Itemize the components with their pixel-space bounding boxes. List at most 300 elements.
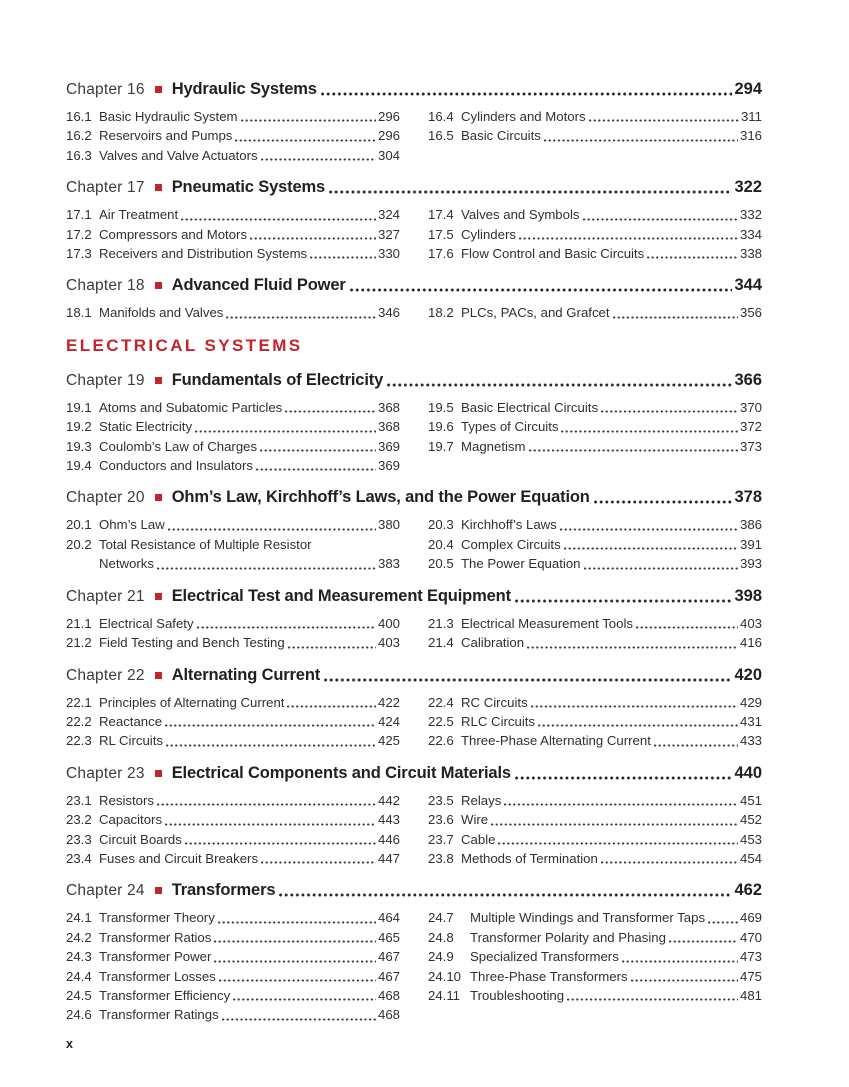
section-number: 22.6: [428, 733, 454, 749]
section-page-number: 370: [739, 399, 762, 415]
section-page-number: 475: [739, 968, 762, 984]
toc-entry: [66, 986, 400, 1005]
chapter-block: [66, 488, 762, 573]
section-title: PLCs, PACs, and Grafcet: [461, 305, 610, 321]
section-page-number: 368: [377, 419, 400, 435]
section-title: Basic Hydraulic System: [99, 109, 238, 124]
section-number: 19.2: [66, 419, 92, 435]
chapter-heading: [66, 276, 762, 295]
section-title: Receivers and Distribution Systems: [99, 246, 308, 262]
section-page-number: 391: [739, 536, 762, 552]
dot-leader: [350, 288, 733, 292]
chapter-sections: [66, 693, 762, 751]
sections-column-right: [428, 398, 762, 476]
dot-leader: [185, 842, 376, 845]
section-page-number: 346: [377, 305, 400, 321]
section-title: Circuit Boards: [99, 831, 182, 847]
section-number: 17.2: [66, 226, 92, 242]
chapter-title: Advanced Fluid Power: [171, 276, 346, 295]
toc-entry: [66, 126, 400, 145]
toc-entry: [66, 928, 400, 947]
toc-entry: [428, 947, 762, 966]
dot-leader: [261, 861, 376, 864]
section-number: 21.1: [66, 615, 92, 631]
sections-column-left: [66, 908, 400, 1024]
section-title: Multiple Windings and Transformer Taps: [470, 910, 706, 926]
sections-column-right: [428, 303, 762, 322]
section-number: 23.5: [428, 792, 454, 808]
chapter-sections: [66, 791, 762, 869]
section-page-number: 330: [377, 246, 400, 262]
section-title: RLC Circuits: [461, 713, 536, 729]
section-title: Basic Electrical Circuits: [461, 399, 599, 415]
section-title: Cable: [461, 831, 496, 847]
section-title: Transformer Efficiency: [99, 987, 231, 1003]
toc-entry: [428, 398, 762, 417]
section-number: 21.4: [428, 635, 454, 651]
dot-leader: [197, 626, 376, 629]
section-page-number: 464: [377, 910, 400, 926]
sections-column-left: [66, 398, 400, 476]
chapter-label: Chapter 16: [66, 81, 145, 98]
section-number: 24.4: [66, 968, 92, 984]
sections-column-right: [428, 614, 762, 653]
dot-leader: [631, 979, 738, 982]
section-number: 23.2: [66, 812, 92, 828]
toc-entry: [428, 515, 762, 534]
chapter-sections: [66, 398, 762, 476]
section-page-number: 400: [377, 615, 400, 631]
section-page-number: 468: [377, 1007, 400, 1023]
section-number: 24.9: [428, 949, 454, 965]
chapter-heading: [66, 488, 762, 507]
dot-leader: [589, 119, 739, 122]
section-page-number: 311: [740, 109, 762, 124]
sections-column-left: [66, 515, 400, 573]
dot-leader: [214, 960, 376, 963]
dot-leader: [181, 218, 376, 221]
section-title: Transformer Losses: [99, 968, 216, 984]
toc-entry: [428, 693, 762, 712]
toc-entry: [66, 810, 400, 829]
dot-leader: [527, 646, 738, 649]
toc-entry: [66, 146, 400, 165]
section-title: Valves and Symbols: [461, 207, 580, 223]
section-number: 20.5: [428, 556, 454, 572]
section-number: 20.1: [66, 517, 92, 533]
section-page-number: 356: [739, 305, 762, 321]
section-number: 20.2: [66, 536, 92, 552]
section-number: 17.1: [66, 207, 92, 223]
chapter-block: [66, 178, 762, 263]
section-number: 19.1: [66, 399, 92, 415]
section-title: Transformer Ratios: [99, 929, 212, 945]
section-number: 22.4: [428, 694, 454, 710]
toc-entry: [66, 712, 400, 731]
section-title: The Power Equation: [461, 556, 581, 572]
toc-entry: [66, 417, 400, 436]
section-number: 24.3: [66, 949, 92, 965]
chapter-title: Fundamentals of Electricity: [171, 370, 384, 389]
dot-leader: [241, 119, 376, 122]
dot-leader: [560, 528, 738, 531]
section-number: 19.5: [428, 399, 454, 415]
dot-leader: [567, 998, 738, 1001]
dot-leader: [498, 842, 738, 845]
chapter-block: [66, 587, 762, 653]
sections-column-right: [428, 107, 762, 165]
square-bullet-icon: [155, 184, 162, 191]
section-page-number: 465: [377, 929, 400, 945]
dot-leader: [669, 940, 738, 943]
section-page-number: 393: [739, 556, 762, 572]
chapter-title: Pneumatic Systems: [171, 178, 326, 197]
section-page-number: 369: [377, 458, 400, 474]
chapter-heading: [66, 80, 762, 99]
chapter-block: [66, 276, 762, 322]
section-number: 20.3: [428, 517, 454, 533]
dot-leader: [564, 547, 738, 550]
toc-entry: [428, 303, 762, 322]
toc-entry: [428, 633, 762, 652]
section-title: Three-Phase Alternating Current: [461, 733, 651, 749]
section-number: 23.6: [428, 812, 454, 828]
section-number: 18.1: [66, 305, 92, 321]
section-page-number: 373: [739, 438, 762, 454]
section-title-continued: Networks: [99, 556, 154, 572]
section-title: Specialized Transformers: [470, 949, 619, 965]
section-page-number: 467: [377, 949, 400, 965]
section-number: 17.4: [428, 207, 454, 223]
section-number: 23.4: [66, 850, 92, 866]
section-title: Types of Circuits: [461, 419, 559, 435]
toc-entry: [66, 437, 400, 456]
section-title: Reactance: [99, 713, 163, 729]
chapter-page-number: 420: [734, 665, 762, 684]
chapter-heading: [66, 587, 762, 606]
section-page-number: 372: [739, 419, 762, 435]
toc-entry: [428, 731, 762, 750]
page-footer-number: x: [66, 1037, 73, 1051]
chapter-title: Transformers: [171, 881, 276, 900]
toc-entry: [66, 908, 400, 927]
section-page-number: 316: [739, 128, 762, 144]
section-page-number: 424: [377, 713, 400, 729]
toc-entry: [66, 614, 400, 633]
square-bullet-icon: [155, 887, 162, 894]
section-number: 24.10: [428, 968, 462, 984]
toc-entry: [66, 107, 400, 126]
chapter-label: Chapter 17: [66, 179, 145, 197]
square-bullet-icon: [155, 377, 162, 384]
dot-leader: [583, 218, 738, 221]
dot-leader: [531, 705, 738, 708]
dot-leader: [226, 316, 376, 319]
section-title: Valves and Valve Actuators: [99, 147, 258, 163]
section-page-number: 452: [739, 812, 762, 828]
section-title: Conductors and Insulators: [99, 458, 253, 474]
dot-leader: [504, 803, 738, 806]
section-page-number: 334: [739, 226, 762, 242]
toc-entry: [66, 830, 400, 849]
toc-entry: [428, 126, 762, 145]
toc-entry: [66, 398, 400, 417]
section-page-number: 380: [377, 517, 400, 533]
toc-entry: [428, 614, 762, 633]
dot-leader: [285, 410, 376, 413]
chapter-page-number: 294: [734, 80, 762, 98]
section-number: 24.5: [66, 987, 92, 1003]
section-number: 16.4: [428, 109, 454, 124]
toc-entry: [428, 849, 762, 868]
chapter-sections: [66, 614, 762, 653]
section-title: Calibration: [461, 635, 525, 651]
square-bullet-icon: [155, 770, 162, 777]
section-number: 19.6: [428, 419, 454, 435]
section-number: 24.1: [66, 910, 92, 926]
sections-column-right: [428, 791, 762, 869]
section-number: 24.6: [66, 1007, 92, 1023]
section-page-number: 446: [377, 831, 400, 847]
toc-entry: [428, 417, 762, 436]
dot-leader: [636, 626, 738, 629]
toc-entry: [66, 731, 400, 750]
dot-leader: [250, 237, 376, 240]
dot-leader: [165, 823, 376, 826]
chapter-block: [66, 371, 762, 476]
dot-leader: [544, 139, 738, 142]
section-title: Magnetism: [461, 438, 526, 454]
toc-entry: [66, 633, 400, 652]
toc-entry: [66, 947, 400, 966]
section-page-number: 403: [739, 615, 762, 631]
section-page-number: 369: [377, 438, 400, 454]
section-title: Flow Control and Basic Circuits: [461, 246, 645, 262]
section-number: 16.1: [66, 109, 92, 124]
section-title: Three-Phase Transformers: [470, 968, 628, 984]
square-bullet-icon: [155, 282, 162, 289]
sections-column-right: [428, 515, 762, 573]
section-number: 20.4: [428, 536, 454, 552]
section-title: Ohm’s Law: [99, 517, 165, 533]
dot-leader: [622, 960, 738, 963]
section-page-number: 296: [377, 109, 400, 124]
section-title: Reservoirs and Pumps: [99, 128, 233, 144]
section-title: Air Treatment: [99, 207, 179, 223]
section-title: Electrical Safety: [99, 615, 194, 631]
section-page-number: 431: [739, 713, 762, 729]
sections-column-left: [66, 303, 400, 322]
section-number: 24.8: [428, 929, 454, 945]
chapter-heading: [66, 178, 762, 197]
section-page-number: 304: [377, 147, 400, 163]
dot-leader: [260, 449, 376, 452]
section-title: Cylinders and Motors: [461, 109, 586, 124]
toc-entry: [428, 535, 762, 554]
section-page-number: 468: [377, 987, 400, 1003]
sections-column-left: [66, 107, 400, 165]
section-number: 22.5: [428, 713, 454, 729]
section-number: 19.7: [428, 438, 454, 454]
section-page-number: 368: [377, 399, 400, 415]
toc-entry: [66, 967, 400, 986]
square-bullet-icon: [155, 494, 162, 501]
section-title: Wire: [461, 812, 489, 828]
dot-leader: [235, 139, 376, 142]
dot-leader: [261, 158, 376, 161]
dot-leader: [166, 744, 376, 747]
dot-leader: [310, 256, 376, 259]
dot-leader: [561, 430, 738, 433]
sections-column-right: [428, 205, 762, 263]
section-page-number: 425: [377, 733, 400, 749]
section-number: 24.11: [428, 987, 461, 1003]
dot-leader: [613, 316, 738, 319]
toc-entry: [428, 908, 762, 927]
sections-column-right: [428, 693, 762, 751]
toc-entry: [66, 225, 400, 244]
section-number: 17.3: [66, 246, 92, 262]
section-title: Capacitors: [99, 812, 163, 828]
chapter-sections: [66, 303, 762, 322]
chapter-page-number: 378: [734, 488, 762, 507]
dot-leader: [195, 430, 376, 433]
section-title: Methods of Termination: [461, 850, 598, 866]
chapter-page-number: 440: [734, 763, 762, 782]
section-title: Complex Circuits: [461, 536, 561, 552]
part-heading: ELECTRICAL SYSTEMS: [66, 335, 303, 355]
section-page-number: 383: [377, 556, 400, 572]
section-page-number: 453: [739, 831, 762, 847]
section-page-number: 443: [377, 812, 400, 828]
section-number: 16.5: [428, 128, 454, 144]
section-number: 19.3: [66, 438, 92, 454]
section-page-number: 338: [739, 246, 762, 262]
sections-column-left: [66, 791, 400, 869]
section-title: Coulomb’s Law of Charges: [99, 438, 258, 454]
section-number: 23.7: [428, 831, 454, 847]
section-title: Compressors and Motors: [99, 226, 248, 242]
section-title: Atoms and Subatomic Particles: [99, 399, 283, 415]
dot-leader: [538, 724, 738, 727]
dot-leader: [329, 190, 732, 194]
dot-leader: [256, 468, 376, 471]
section-page-number: 433: [739, 733, 762, 749]
toc-entry: [428, 225, 762, 244]
dot-leader: [287, 705, 376, 708]
chapter-label: Chapter 18: [66, 277, 145, 295]
section-title: Transformer Theory: [99, 910, 215, 926]
toc-entry: [428, 437, 762, 456]
section-number: 17.5: [428, 226, 454, 242]
toc-entry: [66, 791, 400, 810]
chapter-page-number: 462: [734, 881, 762, 900]
toc-entry: [428, 205, 762, 224]
toc-entry: [66, 849, 400, 868]
toc-entry-continuation: [66, 554, 400, 573]
toc-entry: [428, 244, 762, 263]
chapter-title: Electrical Components and Circuit Materials: [171, 763, 511, 782]
dot-leader: [165, 724, 376, 727]
section-number: 17.6: [428, 246, 454, 262]
chapter-label: Chapter 21: [66, 587, 145, 605]
dot-leader: [218, 921, 376, 924]
section-number: 18.2: [428, 305, 454, 321]
section-number: 24.2: [66, 929, 92, 945]
section-page-number: 429: [739, 694, 762, 710]
dot-leader: [708, 921, 738, 924]
section-title: Relays: [461, 792, 502, 808]
section-title: RL Circuits: [99, 733, 163, 749]
section-number: 16.3: [66, 147, 92, 163]
section-title: Transformer Ratings: [99, 1007, 219, 1023]
chapter-heading: [66, 764, 762, 783]
toc-entry: [428, 791, 762, 810]
dot-leader: [515, 599, 733, 603]
section-title: Troubleshooting: [470, 987, 565, 1003]
dot-leader: [219, 979, 376, 982]
dot-leader: [654, 744, 738, 747]
section-number: 23.8: [428, 850, 454, 866]
toc-entry: [428, 554, 762, 573]
toc-entry: [428, 830, 762, 849]
chapter-title: Hydraulic Systems: [171, 80, 317, 98]
chapter-page-number: 398: [734, 586, 762, 605]
dot-leader: [519, 237, 738, 240]
dot-leader: [601, 861, 738, 864]
section-page-number: 469: [739, 910, 762, 926]
sections-column-left: [66, 693, 400, 751]
square-bullet-icon: [155, 672, 162, 679]
chapter-label: Chapter 24: [66, 882, 145, 900]
chapter-heading: [66, 881, 762, 900]
section-number: 24.7: [428, 910, 454, 926]
section-page-number: 416: [739, 635, 762, 651]
section-number: 16.2: [66, 128, 92, 144]
section-page-number: 473: [739, 949, 762, 965]
section-title: Electrical Measurement Tools: [461, 615, 633, 631]
chapter-page-number: 322: [734, 178, 762, 197]
section-title: Static Electricity: [99, 419, 193, 435]
section-title: Basic Circuits: [461, 128, 541, 144]
section-page-number: 470: [739, 929, 762, 945]
dot-leader: [647, 256, 738, 259]
chapter-sections: [66, 515, 762, 573]
toc-entry: [66, 205, 400, 224]
chapter-label: Chapter 19: [66, 371, 145, 389]
toc-entry: [66, 535, 400, 554]
chapter-label: Chapter 20: [66, 489, 145, 507]
dot-leader: [515, 776, 733, 780]
dot-leader: [601, 410, 738, 413]
toc-entry: [66, 303, 400, 322]
sections-column-right: [428, 908, 762, 1024]
square-bullet-icon: [155, 86, 162, 93]
section-page-number: 422: [377, 694, 400, 710]
square-bullet-icon: [155, 593, 162, 600]
chapter-sections: [66, 205, 762, 263]
section-title: Principles of Alternating Current: [99, 694, 285, 710]
chapter-page-number: 344: [734, 276, 762, 295]
toc-entry: [66, 244, 400, 263]
section-page-number: 403: [377, 635, 400, 651]
chapter-block: [66, 764, 762, 869]
section-number: 22.2: [66, 713, 92, 729]
chapter-sections: [66, 107, 762, 165]
section-number: 19.4: [66, 458, 92, 474]
toc-entry: [428, 967, 762, 986]
dot-leader: [584, 567, 738, 570]
